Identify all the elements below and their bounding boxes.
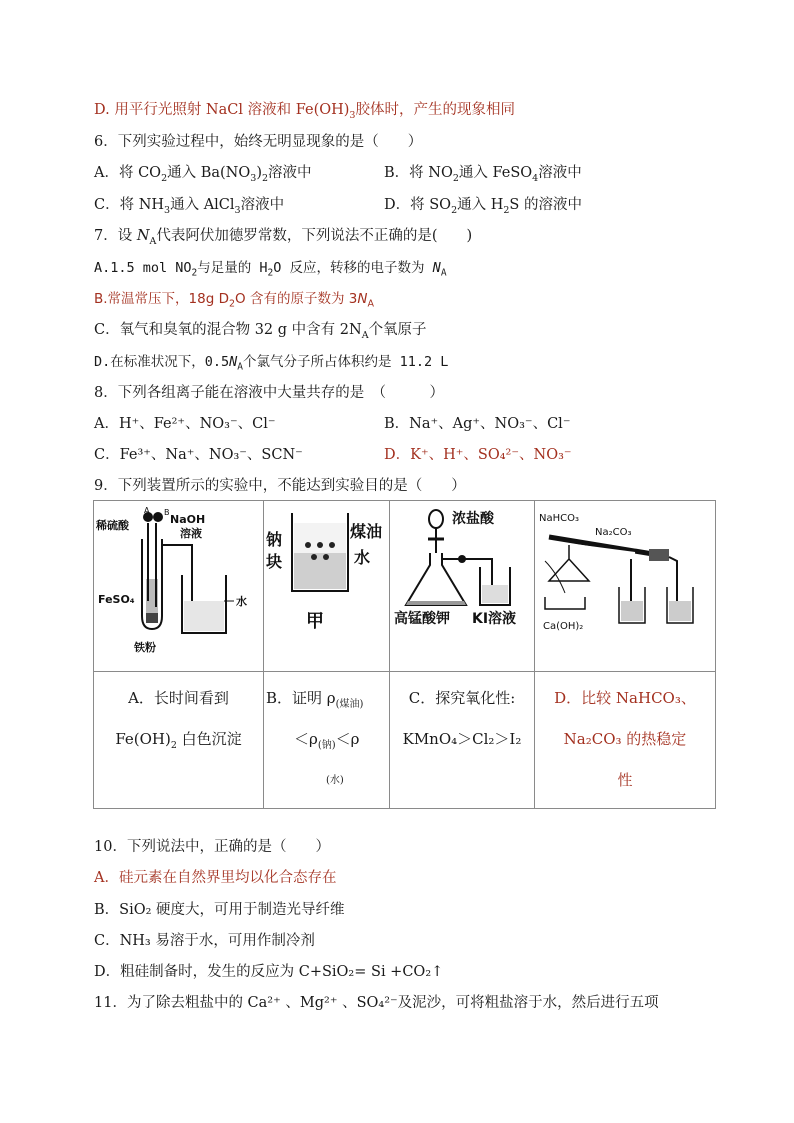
fig-a-cell <box>94 501 264 672</box>
svg-text:FeSO₄: FeSO₄ <box>98 593 135 606</box>
q6-option-a: A．将 $CO_2$通入 $Ba(NO_3)_2$溶液中 <box>94 165 312 184</box>
q9-stem: 9．下列装置所示的实验中，不能达到实验目的是（ ） <box>94 478 466 494</box>
svg-text:块: 块 <box>266 552 283 571</box>
svg-text:NaHCO₃: NaHCO₃ <box>539 513 579 524</box>
q5-option-d: D. 用平行光照射 NaCl 溶液和 $Fe(OH)_3$胶体时，产生的现象相同 <box>94 102 515 121</box>
caption-d: D．比较 NaHCO₃、 Na₂CO₃ 的热稳定 性 <box>535 672 716 809</box>
q6-option-c: C．将 $NH_3$通入 AlCl$_3$溶液中 <box>94 197 285 216</box>
svg-text:铁粉: 铁粉 <box>134 641 156 654</box>
svg-text:Ca(OH)₂: Ca(OH)₂ <box>543 621 584 632</box>
q10-option-c: C．NH₃ 易溶于水，可用作制冷剂 <box>94 933 315 949</box>
q8-stem: 8．下列各组离子能在溶液中大量共存的是 （ ） <box>94 385 444 401</box>
q7-option-d: D.在标准状况下，$0.5N_A$个氯气分子所占体积约是 11.2 L <box>94 354 449 373</box>
svg-text:甲: 甲 <box>306 611 324 632</box>
svg-text:A: A <box>144 506 150 515</box>
caption-b: B．证明 $\rho_{(煤油)}$ $<\rho_{(钠)}<\rho$ (水) <box>264 672 390 809</box>
fig-b-cell <box>264 501 390 672</box>
q7-option-c: C．氧气和臭氧的混合物 32 g 中含有 $2N_A$个氧原子 <box>94 322 427 341</box>
fig-b-apparatus <box>264 501 388 671</box>
q7-stem: 7．设 $N_A$代表阿伏加德罗常数，下列说法不正确的是( ) <box>94 228 473 247</box>
fig-c-cell <box>390 501 535 672</box>
q6-option-b: B．将 $NO_2$通入 FeSO$_4$溶液中 <box>384 165 582 184</box>
svg-text:稀硫酸: 稀硫酸 <box>96 519 129 532</box>
svg-text:煤油: 煤油 <box>350 522 383 541</box>
svg-text:Na₂CO₃: Na₂CO₃ <box>595 527 632 538</box>
svg-text:溶液: 溶液 <box>180 527 202 540</box>
svg-text:水: 水 <box>354 548 371 567</box>
fig-c-apparatus <box>390 501 533 671</box>
q9-apparatus-table <box>93 500 716 809</box>
svg-text:KI溶液: KI溶液 <box>472 611 517 627</box>
q8-option-d: D．K⁺、H⁺、SO₄²⁻、NO₃⁻ <box>384 447 572 463</box>
caption-a: A．长时间看到 $Fe(OH)_2$ 白色沉淀 <box>94 672 264 809</box>
svg-text:B: B <box>164 508 170 517</box>
q7-option-b: B.常温常压下，18g $D_2O$ 含有的原子数为 $3N_A$ <box>94 291 374 310</box>
svg-text:NaOH: NaOH <box>170 513 206 526</box>
svg-text:高锰酸钾: 高锰酸钾 <box>394 611 450 627</box>
svg-text:水: 水 <box>236 595 247 608</box>
q6-option-d: D．将 $SO_2$通入 $H_2S$ 的溶液中 <box>384 197 582 216</box>
q6-stem: 6．下列实验过程中，始终无明显现象的是（ ） <box>94 134 423 150</box>
fig-d-cell <box>535 501 716 672</box>
q7-option-a: A.1.5 mol $NO_2$与足量的 $H_2O$ 反应，转移的电子数为 $N_A$ <box>94 260 447 279</box>
q10-option-d: D．粗硅制备时，发生的反应为 C+SiO₂= Si +CO₂↑ <box>94 964 444 980</box>
caption-c: C．探究氧化性: KMnO₄＞Cl₂＞I₂ <box>390 672 535 809</box>
q10-option-a: A．硅元素在自然界里均以化合态存在 <box>94 870 337 886</box>
q8-option-c: C．Fe³⁺、Na⁺、NO₃⁻、SCN⁻ <box>94 447 303 463</box>
svg-text:钠: 钠 <box>266 530 283 549</box>
q11-stem: 11．为了除去粗盐中的 Ca²⁺ 、Mg²⁺ 、SO₄²⁻及泥沙，可将粗盐溶于水，然后进行五项 <box>94 995 659 1011</box>
q8-option-b: B．Na⁺、Ag⁺、NO₃⁻、Cl⁻ <box>384 416 571 432</box>
q10-stem: 10．下列说法中，正确的是（ ） <box>94 839 330 855</box>
q8-option-a: A．H⁺、Fe²⁺、NO₃⁻、Cl⁻ <box>94 416 276 432</box>
fig-d-apparatus <box>535 501 714 671</box>
svg-text:浓盐酸: 浓盐酸 <box>452 511 494 527</box>
q10-option-b: B．SiO₂ 硬度大，可用于制造光导纤维 <box>94 902 345 918</box>
fig-a-apparatus <box>94 501 262 671</box>
